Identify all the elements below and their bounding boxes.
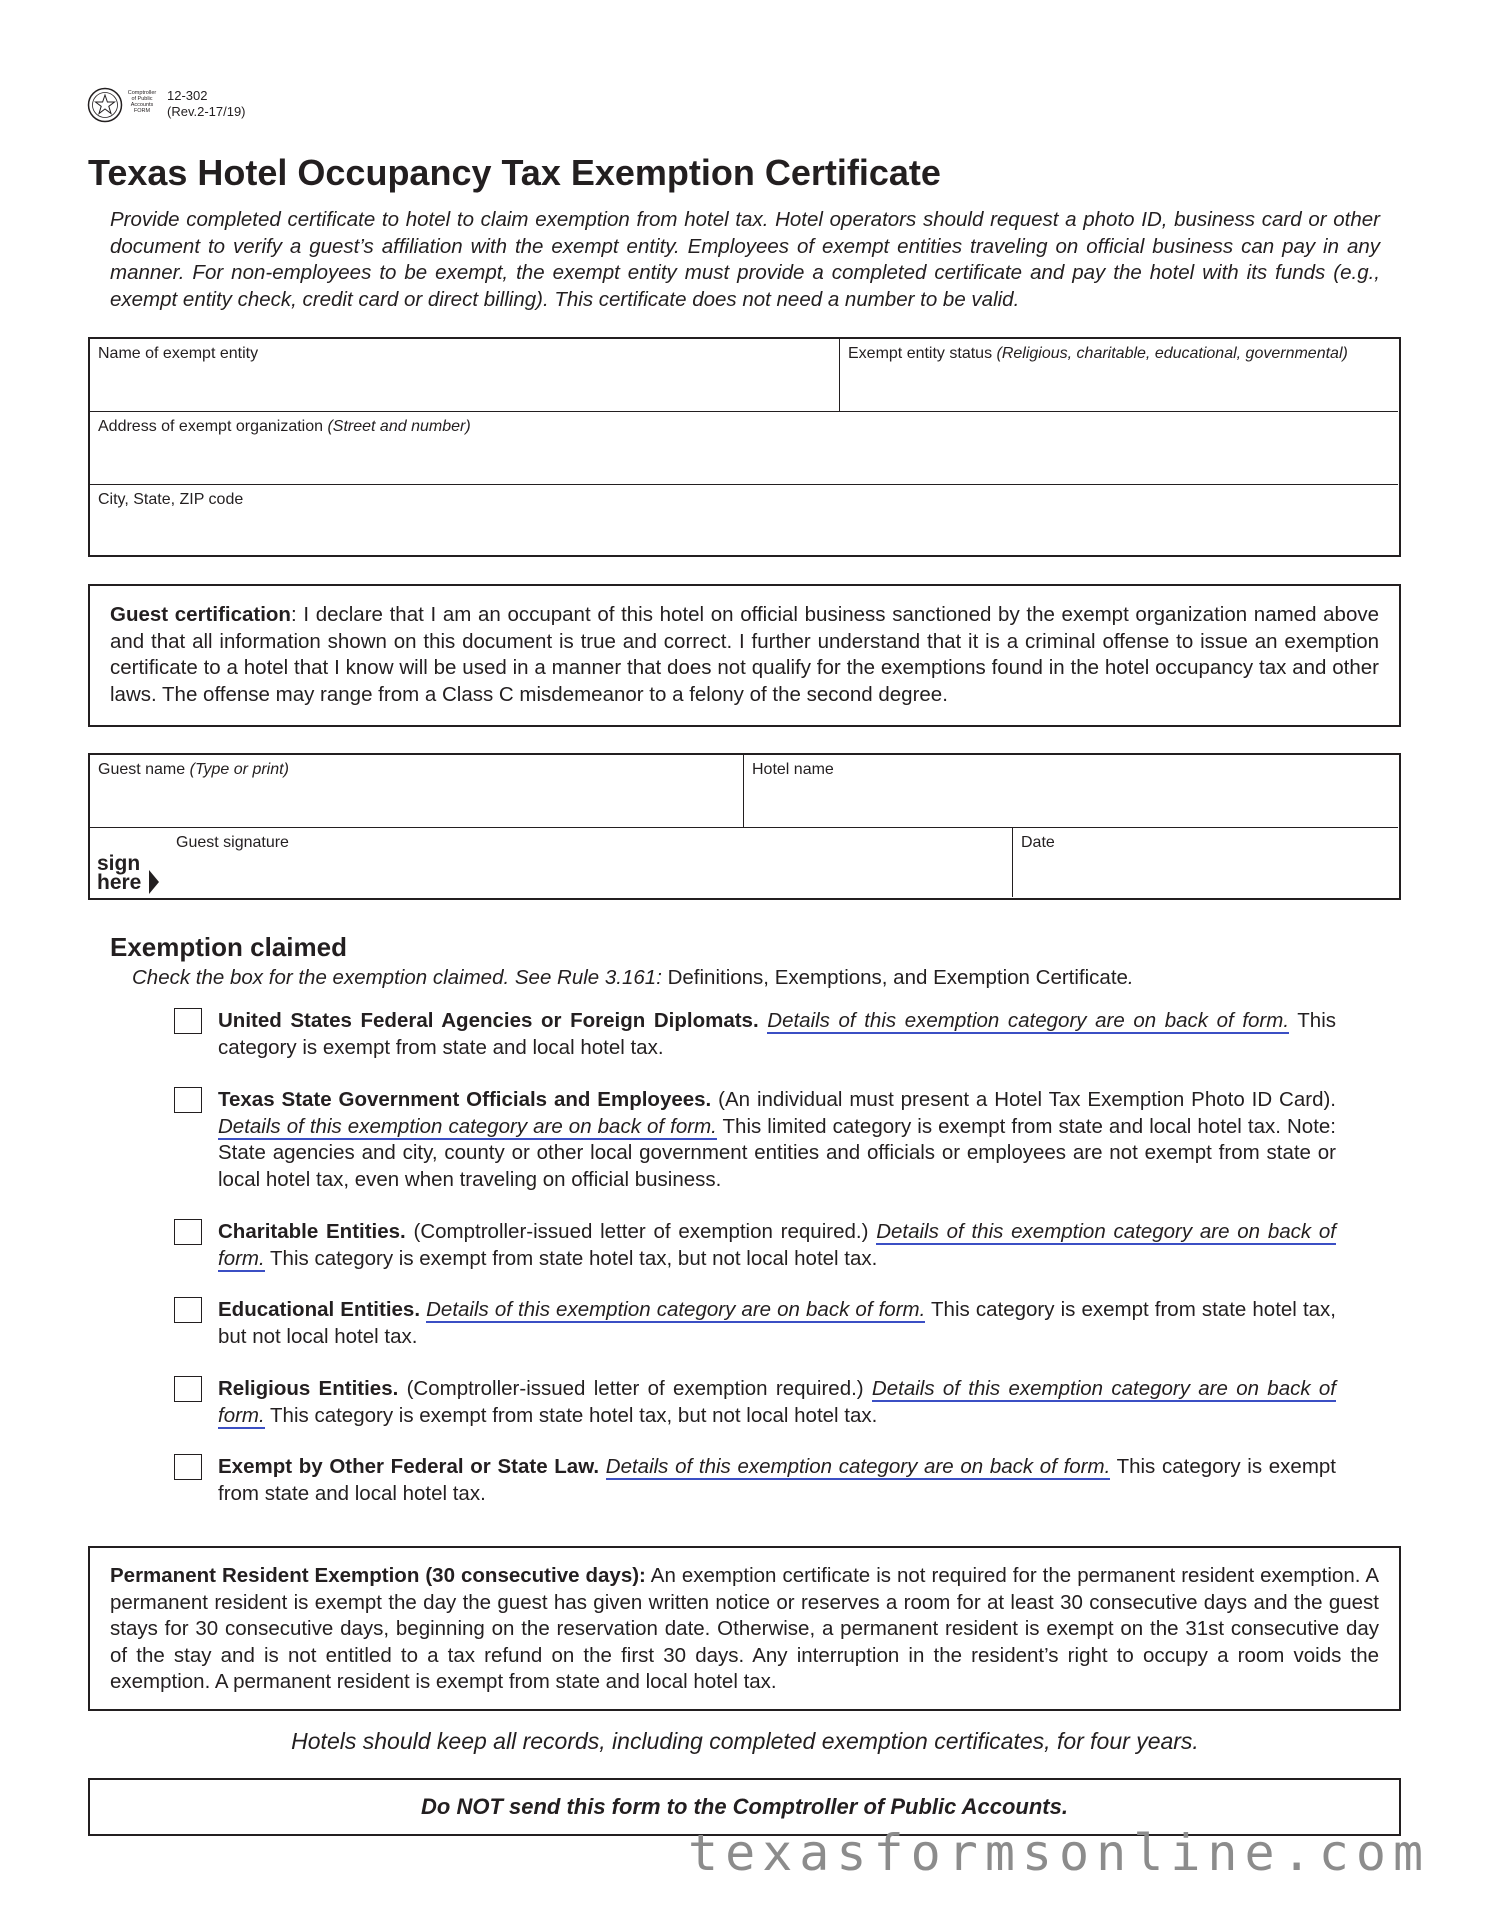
details-link[interactable]: Details of this exemption category are on back of form. <box>605 1455 1111 1478</box>
religious-entities-checkbox[interactable] <box>174 1376 202 1402</box>
guest-signature-field[interactable] <box>90 828 1013 897</box>
records-note: Hotels should keep all records, including completed exemption certificates, for four years. <box>291 1728 1199 1754</box>
exemption-instruction <box>132 966 1134 990</box>
item-pre: (Comptroller-issued letter of exemption required.) <box>398 1377 872 1400</box>
guest-name-label <box>98 761 289 779</box>
hotel-name-label: Hotel name <box>752 761 834 778</box>
item-post: This category is exempt from state and local hotel tax. <box>218 1009 1337 1059</box>
exemption-claimed-heading: Exemption claimed <box>110 932 347 962</box>
address-label <box>98 418 471 436</box>
guest-name-hint: (Type or print) <box>189 761 289 778</box>
guest-certification-text: : I declare that I am an occupant of this hotel on official business sanctioned by the exempt organization named above and that all information shown on this document is true and correct. I further understand that it is a criminal offense to issue an exemption certificate to a hotel that I know will be used in a manner that does not qualify for the exemptions found in the hotel occupancy tax and other laws. The offense may range from a Class C misdemeanor to a felony of the second degree. <box>110 603 1379 706</box>
item-pre: (Comptroller-issued letter of exemption required.) <box>405 1220 877 1243</box>
exemption-item-text <box>218 1008 1336 1061</box>
sign-here-marker <box>97 854 141 892</box>
status-hint: (Religious, charitable, educational, governmental) <box>996 345 1348 362</box>
item-title: Exempt by Other Federal or State Law. <box>218 1455 600 1478</box>
permanent-resident-box <box>88 1546 1401 1711</box>
item-title: Religious Entities. <box>218 1377 399 1400</box>
charitable-entities-checkbox[interactable] <box>174 1219 202 1245</box>
seal-line: Comptroller <box>127 90 157 96</box>
guest-certification-heading: Guest certification <box>110 603 291 626</box>
sign-here-arrow-icon <box>149 870 159 894</box>
item-title: Educational Entities. <box>218 1298 421 1321</box>
seal-line: Accounts <box>130 102 154 108</box>
exempt-entity-status-label <box>848 345 1348 363</box>
address-field[interactable] <box>90 412 1398 485</box>
item-title: Charitable Entities. <box>218 1220 406 1243</box>
exemption-item-text <box>218 1376 1336 1429</box>
seal-line: of Public <box>131 96 153 102</box>
state-officials-checkbox[interactable] <box>174 1087 202 1113</box>
seal-line: FORM <box>133 108 151 114</box>
details-link[interactable]: Details of this exemption category are on back of form. <box>218 1114 717 1138</box>
details-link[interactable]: Details of this exemption category are on back of form. <box>218 1220 1336 1270</box>
item-post: This category is exempt from state hotel tax, but not local hotel tax. <box>218 1298 1336 1348</box>
exemption-item-text <box>218 1087 1336 1193</box>
instruction-italic: Check the box for the exemption claimed. See Rule 3.161: <box>132 966 662 989</box>
form-revision: (Rev.2-17/19) <box>167 104 246 119</box>
guest-signature-label: Guest signature <box>176 834 289 851</box>
status-label-text: Exempt entity status <box>848 345 993 362</box>
guest-name-field[interactable] <box>90 755 744 828</box>
comptroller-seal-icon <box>87 87 123 123</box>
item-post: This category is exempt from state hotel tax, but not local hotel tax. <box>264 1403 878 1427</box>
form-number-block <box>167 88 246 120</box>
guest-info-box <box>88 753 1401 900</box>
guest-certification-box <box>88 584 1401 727</box>
permanent-resident-heading: Permanent Resident Exemption (30 consecutive days): <box>110 1564 646 1587</box>
city-state-zip-field[interactable] <box>90 485 1398 554</box>
page-title: Texas Hotel Occupancy Tax Exemption Certificate <box>88 152 941 193</box>
item-title: Texas State Government Officials and Employees. <box>218 1088 712 1111</box>
federal-agencies-checkbox[interactable] <box>174 1008 202 1034</box>
date-field[interactable] <box>1013 828 1398 897</box>
form-number: 12-302 <box>167 88 208 103</box>
exempt-entity-name-field[interactable] <box>90 339 840 412</box>
other-law-checkbox[interactable] <box>174 1454 202 1480</box>
city-state-zip-label: City, State, ZIP code <box>98 491 244 508</box>
educational-entities-checkbox[interactable] <box>174 1297 202 1323</box>
details-link[interactable]: Details of this exemption category are on back of form. <box>218 1377 1336 1427</box>
guest-name-label-text: Guest name <box>98 761 186 778</box>
watermark: texasformsonline.com <box>688 1824 1431 1882</box>
instruction-end: . <box>1127 966 1134 989</box>
exemption-item-text <box>218 1297 1336 1350</box>
exempt-entity-status-field[interactable] <box>840 339 1398 412</box>
hotel-name-field[interactable] <box>744 755 1398 828</box>
sign-here-line: here <box>97 871 142 894</box>
details-link[interactable]: Details of this exemption category are on back of form. <box>426 1298 926 1321</box>
item-post: This category is exempt from state and local hotel tax. <box>218 1455 1336 1505</box>
seal-caption <box>124 90 160 114</box>
address-hint: (Street and number) <box>327 418 471 435</box>
exemption-item-text <box>218 1219 1336 1272</box>
exemption-item-text <box>218 1454 1336 1507</box>
item-pre <box>599 1455 606 1478</box>
item-post: This limited category is exempt from state and local hotel tax. Note: State agencies and city, county or other local government entities and officials or employees are not exempt from state or local hotel tax, even when traveling on official business. <box>218 1114 1336 1191</box>
item-post: This category is exempt from state hotel tax, but not local hotel tax. <box>264 1246 878 1270</box>
exempt-entity-name-label: Name of exempt entity <box>98 345 259 362</box>
details-link[interactable]: Details of this exemption category are on back of form. <box>767 1009 1290 1032</box>
item-pre <box>759 1009 768 1032</box>
entity-info-box <box>88 337 1401 557</box>
address-label-text: Address of exempt organization <box>98 418 324 435</box>
permanent-resident-text: An exemption certificate is not required for the permanent resident exemption. A permanent resident is exempt the day the guest has given written notice or reserves a room for at least 30 consecutive days and the guest stays for 30 consecutive days, beginning on the reservation date. Otherwise, a permanent resident is exempt on the 31st consecutive day of the stay and is not entitled to a tax refund on the first 30 days. Any interruption in the resident’s right to occupy a room voids the exemption. A permanent resident is exempt from state and local hotel tax. <box>110 1564 1379 1693</box>
item-title: United States Federal Agencies or Foreign Diplomats. <box>218 1009 759 1032</box>
intro-paragraph: Provide completed certificate to hotel to claim exemption from hotel tax. Hotel operators should request a photo ID, business card or other document to verify a guest’s affiliation with the exempt entity. Employees of exempt entities traveling on official business can pay in any manner. For non-employees to be exempt, the exempt entity must provide a completed certificate and pay the hotel with its funds (e.g., exempt entity check, credit card or direct billing). This certificate does not need a number to be valid. <box>110 208 1380 311</box>
instruction-plain: Definitions, Exemptions, and Exemption Certificate <box>661 966 1128 989</box>
sign-here-line: sign <box>97 852 141 875</box>
item-pre: (An individual must present a Hotel Tax Exemption Photo ID Card). <box>711 1088 1336 1111</box>
do-not-send-text: Do NOT send this form to the Comptroller of Public Accounts. <box>421 1794 1068 1819</box>
date-label: Date <box>1021 834 1055 851</box>
